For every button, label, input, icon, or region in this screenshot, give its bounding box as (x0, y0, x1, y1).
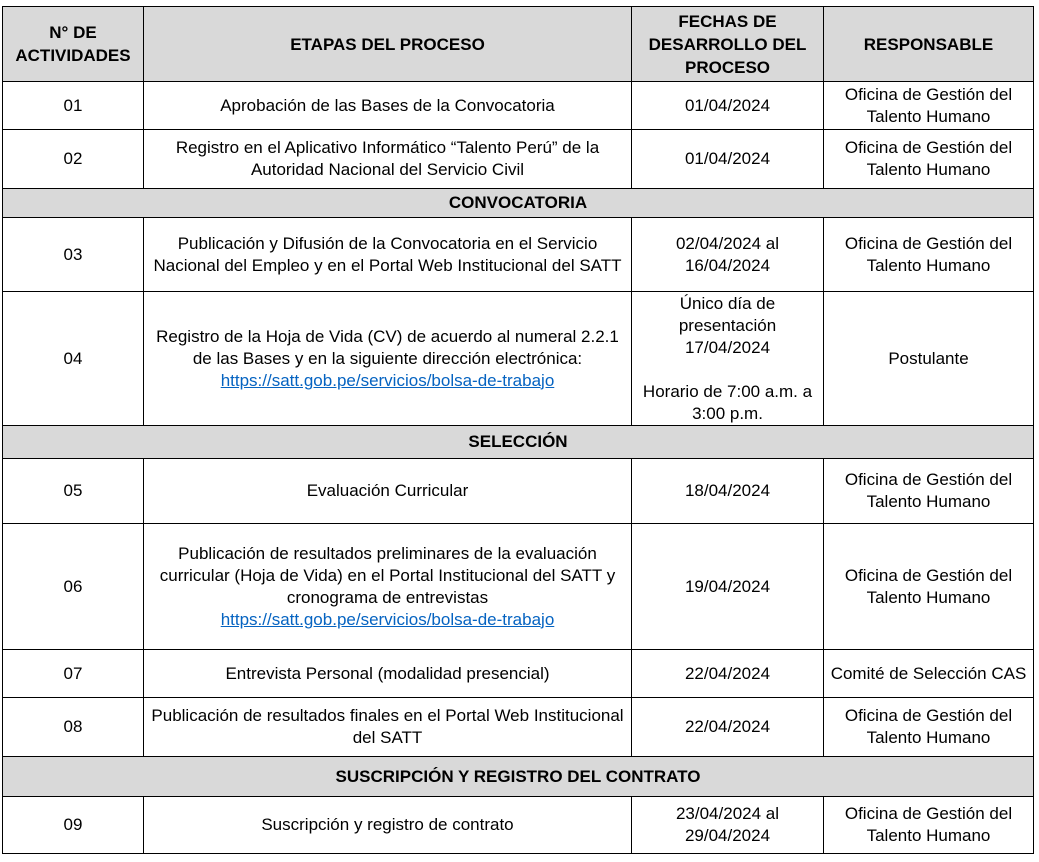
header-row (3, 7, 1034, 82)
stage-date: 22/04/2024 (632, 698, 824, 757)
activity-number: 04 (3, 292, 144, 426)
stage-date: 18/04/2024 (632, 459, 824, 524)
job-board-link[interactable]: https://satt.gob.pe/servicios/bolsa-de-trabajo (220, 370, 555, 390)
stage-description: Publicación de resultados preliminares de la evaluación curricular (Hoja de Vida) en el Portal Institucional del SATT y cronograma de entrevistas (159, 543, 616, 607)
stage-date: Único día de presentación 17/04/2024 (678, 293, 777, 357)
stage-responsible: Oficina de Gestión del Talento Humano (824, 797, 1034, 854)
activity-number: 08 (3, 698, 144, 757)
activity-number: 02 (3, 130, 144, 189)
stage-description-cell (144, 292, 632, 426)
stage-responsible: Oficina de Gestión del Talento Humano (824, 130, 1034, 189)
stage-responsible: Oficina de Gestión del Talento Humano (824, 524, 1034, 650)
stage-schedule: Horario de 7:00 a.m. a 3:00 p.m. (642, 381, 813, 423)
stage-responsible: Oficina de Gestión del Talento Humano (824, 82, 1034, 130)
table-row (3, 82, 1034, 130)
stage-date: 01/04/2024 (632, 82, 824, 130)
table-row (3, 218, 1034, 292)
table-row (3, 650, 1034, 698)
stage-responsible: Comité de Selección CAS (824, 650, 1034, 698)
section-title: SUSCRIPCIÓN Y REGISTRO DEL CONTRATO (3, 757, 1034, 797)
activity-number: 07 (3, 650, 144, 698)
process-schedule-table (2, 6, 1034, 854)
stage-description: Registro en el Aplicativo Informático “Talento Perú” de la Autoridad Nacional del Servicio Civil (144, 130, 632, 189)
table-row (3, 698, 1034, 757)
section-row-suscripcion (3, 757, 1034, 797)
activity-number: 03 (3, 218, 144, 292)
table-row (3, 130, 1034, 189)
stage-date: 02/04/2024 al 16/04/2024 (632, 218, 824, 292)
header-stage: ETAPAS DEL PROCESO (144, 7, 632, 82)
stage-description: Evaluación Curricular (144, 459, 632, 524)
header-responsible: RESPONSABLE (824, 7, 1034, 82)
stage-description: Aprobación de las Bases de la Convocatoria (144, 82, 632, 130)
header-num: N° DE ACTIVIDADES (3, 7, 144, 82)
activity-number: 05 (3, 459, 144, 524)
stage-responsible: Oficina de Gestión del Talento Humano (824, 218, 1034, 292)
header-dates: FECHAS DE DESARROLLO DEL PROCESO (632, 7, 824, 82)
stage-responsible: Oficina de Gestión del Talento Humano (824, 459, 1034, 524)
stage-date: 22/04/2024 (632, 650, 824, 698)
table-row (3, 459, 1034, 524)
table-row (3, 797, 1034, 854)
stage-date-cell (632, 292, 824, 426)
stage-date: 19/04/2024 (632, 524, 824, 650)
activity-number: 06 (3, 524, 144, 650)
stage-description: Entrevista Personal (modalidad presencial) (144, 650, 632, 698)
stage-description: Publicación de resultados finales en el Portal Web Institucional del SATT (144, 698, 632, 757)
stage-date: 23/04/2024 al 29/04/2024 (632, 797, 824, 854)
section-title: SELECCIÓN (3, 426, 1034, 459)
table-row (3, 524, 1034, 650)
activity-number: 09 (3, 797, 144, 854)
activity-number: 01 (3, 82, 144, 130)
stage-responsible: Postulante (824, 292, 1034, 426)
stage-description: Registro de la Hoja de Vida (CV) de acuerdo al numeral 2.2.1 de las Bases y en la siguiente dirección electrónica: (156, 326, 619, 368)
stage-date: 01/04/2024 (632, 130, 824, 189)
stage-responsible: Oficina de Gestión del Talento Humano (824, 698, 1034, 757)
stage-description-cell (144, 524, 632, 650)
stage-description: Suscripción y registro de contrato (144, 797, 632, 854)
table-row (3, 292, 1034, 426)
section-row-seleccion (3, 426, 1034, 459)
section-row-convocatoria (3, 189, 1034, 218)
job-board-link[interactable]: https://satt.gob.pe/servicios/bolsa-de-trabajo (220, 609, 555, 629)
section-title: CONVOCATORIA (3, 189, 1034, 218)
stage-description: Publicación y Difusión de la Convocatoria en el Servicio Nacional del Empleo y en el Portal Web Institucional del SATT (144, 218, 632, 292)
